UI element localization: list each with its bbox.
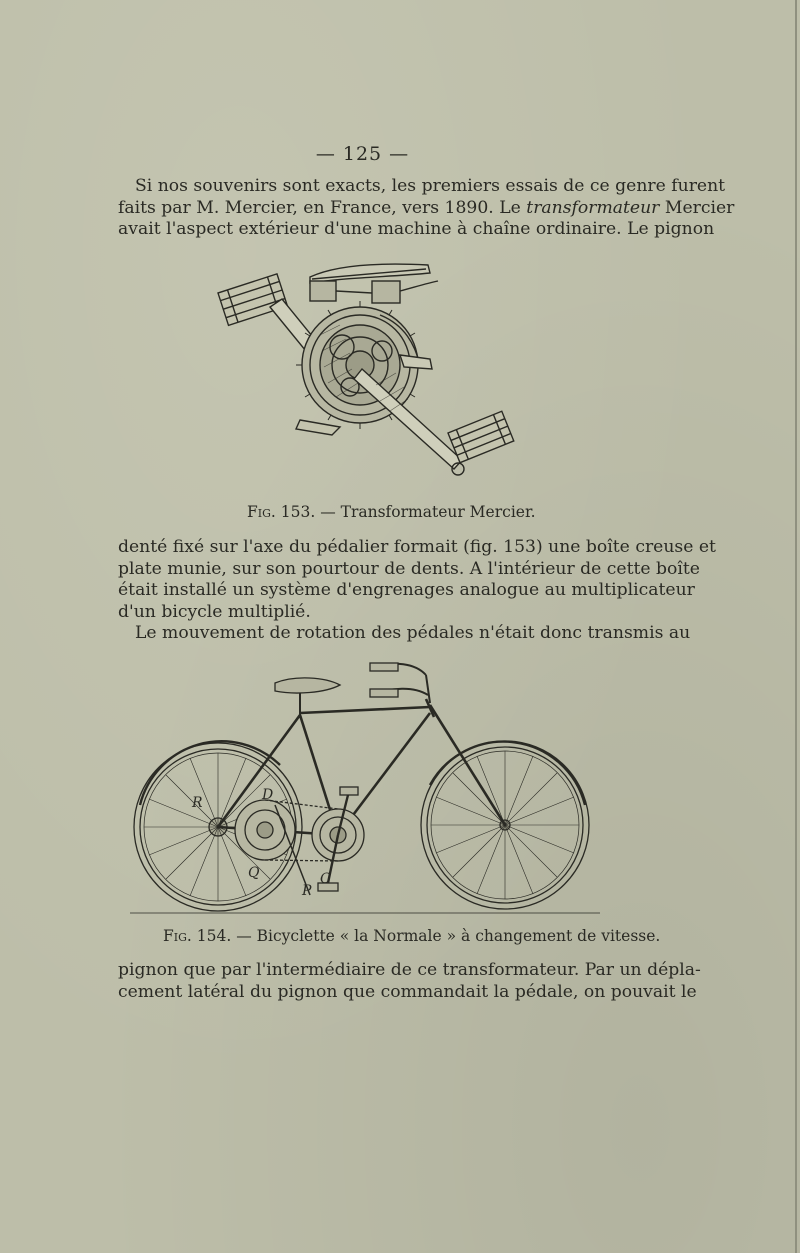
figure-154-illustration: [130, 655, 600, 920]
paragraph-1-line-2: [118, 197, 735, 220]
page-edge: [795, 0, 797, 1253]
figure-154-caption-prefix: Fig.: [163, 927, 192, 945]
figure-154-label-c: C: [320, 871, 331, 887]
italic-term: transformateur: [526, 197, 660, 218]
page-number: — 125 —: [315, 143, 410, 165]
paragraph-4-line-2: cement latéral du pignon que commandait la pédale, on pouvait le: [118, 981, 697, 1002]
paragraph-2: [118, 537, 716, 623]
figure-153-caption: [247, 503, 536, 521]
paragraph-2-line-3: était installé un système d'engrenages analogue au multiplicateur: [118, 580, 695, 600]
paragraph-2-line-4: d'un bicycle multiplié.: [118, 601, 311, 622]
paragraph-4-line-1: pignon que par l'intermédiaire de ce transformateur. Par un dépla-: [118, 960, 701, 980]
paragraph-2-line-1: denté fixé sur l'axe du pédalier formait (fig. 153) une boîte creuse et: [118, 537, 716, 557]
figure-153-caption-prefix: Fig.: [247, 503, 276, 521]
figure-154-label-q: Q: [248, 865, 260, 881]
figure-154-label-p: P: [302, 883, 312, 899]
figure-154-caption: [163, 927, 660, 945]
paragraph-1-line-2-start: faits par M. Mercier, en France, vers 1890. Le: [118, 197, 521, 218]
paragraph-1-line-3: avait l'aspect extérieur d'une machine à chaîne ordinaire. Le pignon: [118, 219, 715, 239]
paragraph-3: [118, 623, 691, 645]
paragraph-1-line-1: Si nos souvenirs sont exacts, les premiers essais de ce genre furent: [135, 176, 726, 196]
figure-153-caption-text: 153. — Transformateur Mercier.: [275, 503, 536, 521]
paragraph-3-line-1: Le mouvement de rotation des pédales n'était donc transmis au: [135, 623, 691, 643]
figure-153-illustration: [200, 255, 530, 500]
figure-154-caption-text: 154. — Bicyclette « la Normale » à changement de vitesse.: [191, 927, 661, 945]
paragraph-2-line-2: plate munie, sur son pourtour de dents. A l'intérieur de cette boîte: [118, 558, 700, 579]
paragraph-4: [118, 960, 701, 1003]
paragraph-1: [118, 176, 735, 241]
figure-154-label-d: D: [262, 787, 274, 803]
figure-154-label-r: R: [192, 795, 203, 811]
paragraph-1-line-2-tail: Mercier: [659, 197, 735, 218]
